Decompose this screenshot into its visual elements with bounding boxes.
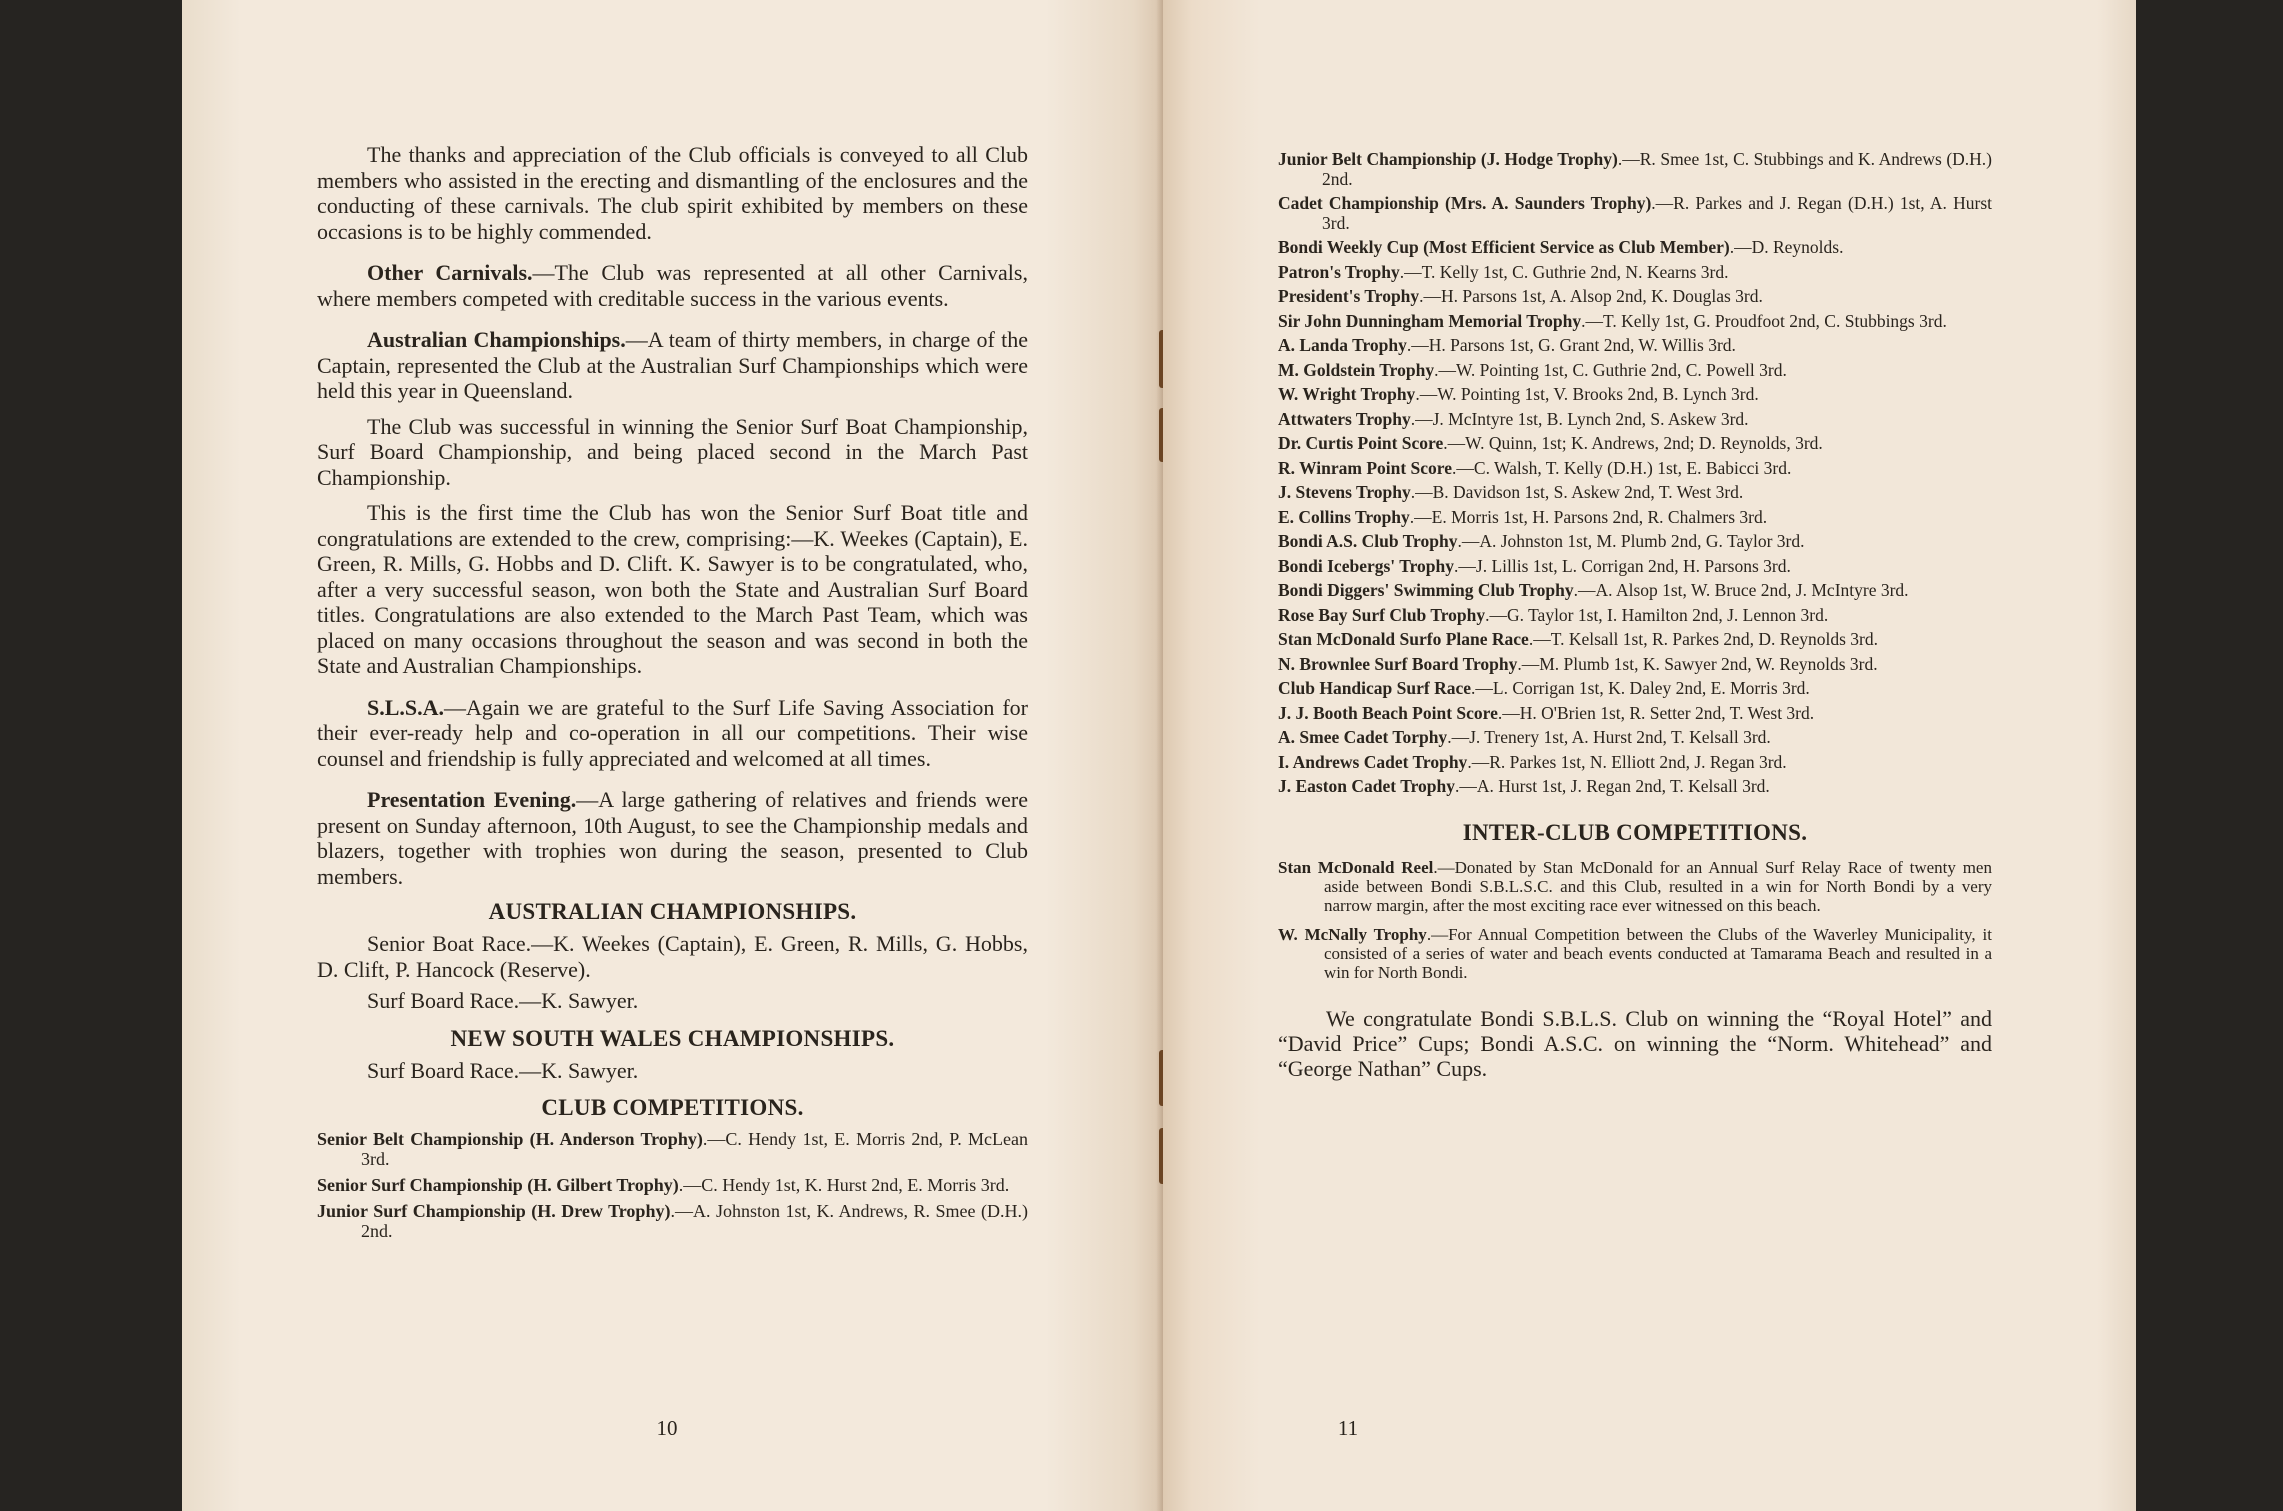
inter-club-item [1278,858,1992,915]
para-first-time: This is the first time the Club has won the Senior Surf Boat title and congratulations are extended to the crew, comprising:—K. Weekes (Captain), E. Green, R. Mills, G. Hobbs and D. Clift. K. Sawyer is to be congratulated, who, after a very successful season, won both the State and Australian Surf Board titles. Congratulations are also extended to the March Past Team, which was placed on many occasions throughout the season and was second in both the State and Australian Championships. [317,500,1028,678]
trophy-item-result: .—C. Walsh, T. Kelly (D.H.) 1st, E. Babicci 3rd. [1452,457,1792,478]
trophy-item-title: Bondi A.S. Club Trophy [1278,531,1458,551]
trophy-item-result: .—L. Corrigan 1st, K. Daley 2nd, E. Morris 3rd. [1471,678,1810,698]
trophy-item-result: .—R. Parkes and J. Regan (D.H.) 1st, A. Hurst 3rd. [1322,193,1992,233]
trophy-item-result: .—T. Kelly 1st, C. Guthrie 2nd, N. Kearns 3rd. [1399,261,1729,282]
trophy-item-result: .—B. Davidson 1st, S. Askew 2nd, T. West 3rd. [1410,482,1744,502]
trophy-item-title: President's Trophy [1278,286,1420,306]
trophy-item-title: Patron's Trophy [1278,261,1400,282]
trophy-item-result: .—A. Alsop 1st, W. Bruce 2nd, J. McIntyre 3rd. [1573,580,1909,600]
para-presentation-evening: Presentation Evening.—A large gathering of relatives and friends were present on Sunday afternoon, 10th August, to see the Championship medals and blazers, together with trophies won during the season, presented to Club members. [317,787,1028,889]
para-thanks: The thanks and appreciation of the Club officials is conveyed to all Club members who assisted in the erecting and dismantling of the enclosures and the conducting of these carnivals. The club spirit exhibited by members on these occasions is to be highly commended. [317,142,1028,244]
trophy-item-result: .—D. Reynolds. [1729,237,1844,257]
trophy-item-title: Stan McDonald Surfo Plane Race [1278,629,1529,649]
aus-item-surf-board: Surf Board Race.—K. Sawyer. [367,988,639,1013]
trophy-item [1278,150,1992,189]
club-item: Senior Surf Championship (H. Gilbert Trophy).—C. Hendy 1st, K. Hurst 2nd, E. Morris 3rd. [317,1175,1010,1195]
trophy-list [1278,150,1992,797]
closing-paragraph: We congratulate Bondi S.B.L.S. Club on winning the “Royal Hotel” and “David Price” Cups; Bondi A.S.C. on winning the “Norm. Whitehead” and “George Nathan” Cups. [1278,1005,1992,1081]
trophy-item-title: A. Smee Cadet Torphy [1278,727,1448,747]
trophy-item [1278,630,1992,650]
trophy-item-title: J. Stevens Trophy [1278,482,1411,502]
trophy-item [1278,508,1992,528]
trophy-item-result: .—T. Kelly 1st, G. Proudfoot 2nd, C. Stubbings 3rd. [1581,310,1947,331]
trophy-item-result: .—J. McIntyre 1st, B. Lynch 2nd, S. Askew 3rd. [1410,408,1749,429]
trophy-item-result: .—R. Parkes 1st, N. Elliott 2nd, J. Regan 3rd. [1467,751,1787,772]
trophy-item-title: I. Andrews Cadet Trophy [1278,751,1468,772]
page-number-left: 10 [656,1416,678,1440]
trophy-item-title: Club Handicap Surf Race [1278,678,1472,698]
trophy-item-title: N. Brownlee Surf Board Trophy [1278,653,1518,674]
trophy-item [1278,194,1992,233]
section-lead: Presentation Evening. [367,787,577,812]
trophy-item-title: J. Easton Cadet Trophy [1278,776,1455,796]
para-australian-championships: Australian Championships.—A team of thirty members, in charge of the Captain, represented the Club at the Australian Surf Championships which were held this year in Queensland. [317,327,1028,403]
trophy-item-title: Bondi Icebergs' Trophy [1278,555,1455,576]
trophy-item-result: .—T. Kelsall 1st, R. Parkes 2nd, D. Reynolds 3rd. [1528,629,1878,649]
para-other-carnivals: Other Carnivals.—The Club was represented at all other Carnivals, where members competed with creditable success in the various events. [317,260,1028,311]
trophy-item [1278,728,1992,748]
heading-nsw-championships: NEW SOUTH WALES CHAMPIONSHIPS. [450,1025,895,1051]
trophy-item [1278,238,1992,258]
trophy-item-title: M. Goldstein Trophy [1278,359,1435,380]
trophy-item [1278,483,1992,503]
trophy-item-result: .—H. Parsons 1st, A. Alsop 2nd, K. Douglas 3rd. [1419,286,1763,306]
left-text-column [317,142,1028,1247]
trophy-item-result: .—W. Pointing 1st, V. Brooks 2nd, B. Lynch 3rd. [1415,384,1759,404]
trophy-item-result: .—W. Quinn, 1st; K. Andrews, 2nd; D. Reynolds, 3rd. [1443,433,1823,453]
trophy-item [1278,753,1992,773]
trophy-item-title: Bondi Weekly Cup (Most Efficient Service as Club Member) [1278,237,1730,257]
trophy-item-title: A. Landa Trophy [1278,335,1407,355]
trophy-item [1278,606,1992,626]
trophy-item-result: .—R. Smee 1st, C. Stubbings and K. Andrews (D.H.) 2nd. [1322,149,1993,189]
inter-club-item [1278,925,1992,982]
heading-club-competitions: CLUB COMPETITIONS. [541,1095,804,1120]
inter-club-item-title: Stan McDonald Reel [1278,857,1434,877]
inter-club-item-result: .—For Annual Competition between the Clubs of the Waverley Municipality, it consisted of a series of water and beach events conducted at Tamarama Beach and resulted in a win for North Bondi. [1324,924,1992,982]
trophy-item-result: .—M. Plumb 1st, K. Sawyer 2nd, W. Reynolds 3rd. [1517,653,1878,674]
trophy-item [1278,581,1992,601]
trophy-item [1278,312,1992,332]
trophy-item-title: E. Collins Trophy [1278,506,1410,527]
trophy-item [1278,434,1992,454]
trophy-item [1278,361,1992,381]
trophy-item-title: Attwaters Trophy [1278,408,1411,429]
trophy-item-title: Cadet Championship (Mrs. A. Saunders Trophy) [1278,193,1652,213]
section-lead: Australian Championships. [367,327,626,352]
trophy-item [1278,777,1992,797]
trophy-item-title: R. Winram Point Score [1278,457,1453,478]
trophy-item-title: Sir John Dunningham Memorial Trophy [1278,310,1582,331]
section-lead: Other Carnivals. [367,260,533,285]
heading-australian-championships: AUSTRALIAN CHAMPIONSHIPS. [488,899,857,924]
trophy-item [1278,679,1992,699]
trophy-item-result: .—J. Lillis 1st, L. Corrigan 2nd, H. Parsons 3rd. [1454,555,1791,576]
trophy-item [1278,557,1992,577]
club-item: Junior Surf Championship (H. Drew Trophy).—A. Johnston 1st, K. Andrews, R. Smee (D.H.) 2nd. [317,1201,1028,1241]
trophy-item-result: .—H. O'Brien 1st, R. Setter 2nd, T. West 3rd. [1497,702,1815,723]
trophy-item [1278,459,1992,479]
nsw-item-surf-board: Surf Board Race.—K. Sawyer. [367,1057,639,1083]
trophy-item [1278,655,1992,675]
inter-club-item-result: .—Donated by Stan McDonald for an Annual Surf Relay Race of twenty men aside between Bondi S.B.L.S.C. and this Club, resulted in a win for North Bondi by a very narrow margin, after the most exciting race ever witnessed on this beach. [1324,857,1992,915]
trophy-item-result: .—A. Hurst 1st, J. Regan 2nd, T. Kelsall 3rd. [1454,776,1770,796]
right-text-column [1278,150,1992,1081]
para-club-success: The Club was successful in winning the Senior Surf Boat Championship, Surf Board Championship, and being placed second in the March Past Championship. [317,413,1028,490]
trophy-item [1278,336,1992,356]
section-lead: S.L.S.A. [367,694,445,720]
club-item: Senior Belt Championship (H. Anderson Trophy).—C. Hendy 1st, E. Morris 2nd, P. McLean 3rd. [317,1129,1028,1169]
aus-item-boat-race: Senior Boat Race.—K. Weekes (Captain), E. Green, R. Mills, G. Hobbs, D. Clift, P. Hancock (Reserve). [317,931,1028,982]
trophy-item-result: .—H. Parsons 1st, G. Grant 2nd, W. Willis 3rd. [1406,335,1736,355]
trophy-item [1278,410,1992,430]
trophy-item-title: Dr. Curtis Point Score [1278,433,1444,453]
para-slsa: S.L.S.A.—Again we are grateful to the Surf Life Saving Association for their ever-ready help and co-operation in all our competitions. Their wise counsel and friendship is fully appreciated and welcomed at all times. [317,694,1028,771]
trophy-item-title: Bondi Diggers' Swimming Club Trophy [1278,580,1574,600]
trophy-item [1278,287,1992,307]
trophy-item [1278,704,1992,724]
page-number-right: 11 [1337,1416,1359,1440]
trophy-item-title: Junior Belt Championship (J. Hodge Trophy) [1278,149,1618,169]
trophy-item-result: .—W. Pointing 1st, C. Guthrie 2nd, C. Powell 3rd. [1434,359,1787,380]
trophy-item [1278,385,1992,405]
heading-inter-club: INTER-CLUB COMPETITIONS. [1462,819,1808,845]
inter-club-item-title: W. McNally Trophy [1278,924,1427,944]
trophy-item [1278,532,1992,552]
trophy-item-result: .—J. Trenery 1st, A. Hurst 2nd, T. Kelsall 3rd. [1447,727,1771,747]
trophy-item-result: .—E. Morris 1st, H. Parsons 2nd, R. Chalmers 3rd. [1409,506,1768,527]
trophy-item-title: Rose Bay Surf Club Trophy [1278,604,1486,625]
left-page [182,0,1163,1511]
trophy-item-result: .—A. Johnston 1st, M. Plumb 2nd, G. Taylor 3rd. [1457,531,1805,551]
inter-club-list [1278,858,1992,982]
trophy-item-title: W. Wright Trophy [1278,384,1416,404]
trophy-item-result: .—G. Taylor 1st, I. Hamilton 2nd, J. Lennon 3rd. [1485,604,1829,625]
trophy-item [1278,263,1992,283]
trophy-item-title: J. J. Booth Beach Point Score [1278,702,1498,723]
